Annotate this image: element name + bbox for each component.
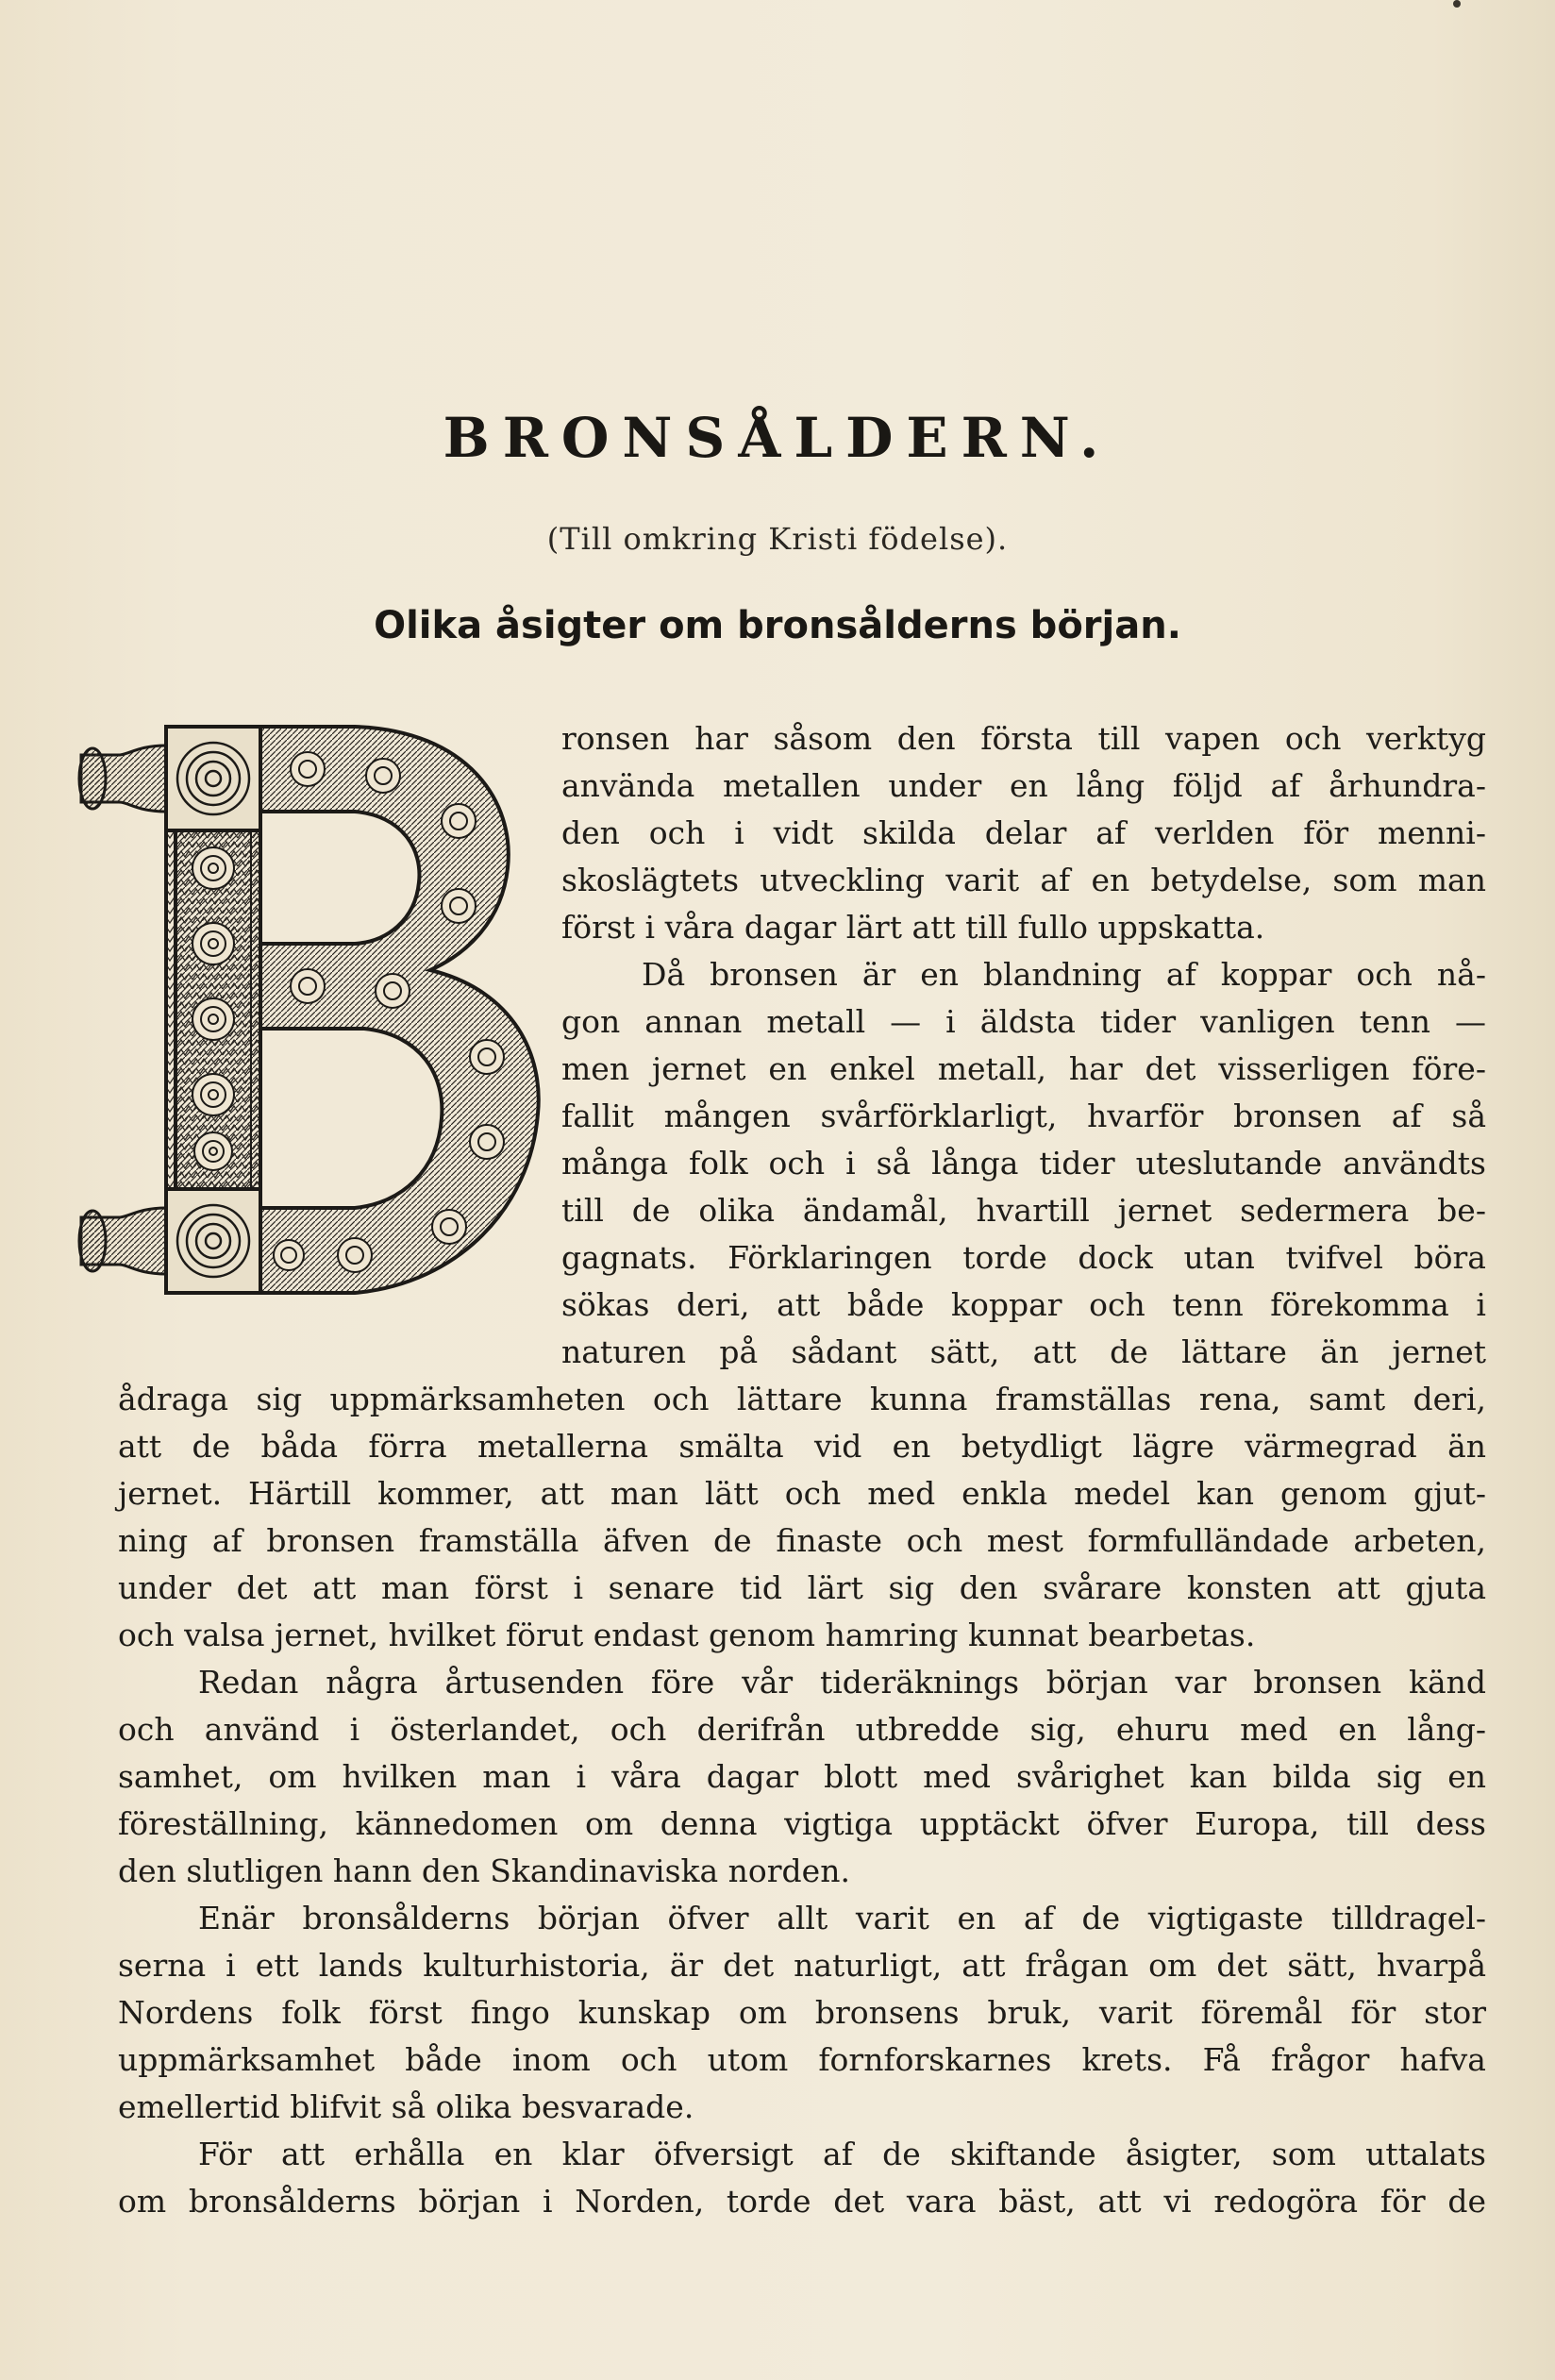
text-line: men jernet en enkel metall, har det visserligen före- — [561, 1050, 1486, 1087]
text-line: sökas deri, att både koppar och tenn förekomma i — [561, 1286, 1486, 1323]
text-line: skoslägtets utveckling varit af en betydelse, som man — [561, 862, 1486, 898]
text-line: samhet, om hvilken man i våra dagar blott med svårighet kan bilda sig en — [118, 1758, 1486, 1795]
text-line: gagnats. Förklaringen torde dock utan tvifvel böra — [561, 1239, 1486, 1276]
text-line: För att erhålla en klar öfversigt af de skiftande åsigter, som uttalats — [198, 2136, 1486, 2172]
text-line: om bronsålderns början i Norden, torde det vara bäst, att vi redogöra för de — [118, 2183, 1486, 2220]
text-line: Enär bronsålderns början öfver allt varit en af de vigtigaste tilldragel- — [198, 1900, 1486, 1936]
text-line: Nordens folk först fingo kunskap om bronsens bruk, varit föremål för stor — [118, 1994, 1486, 2031]
ornamental-drop-cap-b — [72, 717, 553, 1340]
ink-speck — [1453, 0, 1461, 8]
chapter-subtitle: (Till omkring Kristi födelse). — [546, 521, 1009, 557]
text-line: serna i ett lands kulturhistoria, är det naturligt, att frågan om det sätt, hvarpå — [118, 1947, 1486, 1984]
text-line: många folk och i så långa tider uteslutande användts — [561, 1145, 1486, 1182]
section-heading: Olika åsigter om bronsålderns början. — [374, 604, 1181, 647]
text-line: den slutligen hann den Skandinaviska norden. — [118, 1852, 850, 1889]
chapter-title: BRONSÅLDERN. — [443, 406, 1112, 470]
text-line: gon annan metall — i äldsta tider vanligen tenn — — [561, 1003, 1486, 1040]
text-line: naturen på sådant sätt, att de lättare än jernet — [561, 1333, 1486, 1370]
text-line: ning af bronsen framställa äfven de finaste och mest formfulländade arbeten, — [118, 1522, 1486, 1559]
text-line: och använd i österlandet, och derifrån utbredde sig, ehuru med en lång- — [118, 1711, 1486, 1748]
text-line: ronsen har såsom den första till vapen och verktyg — [561, 720, 1486, 757]
text-line: uppmärksamhet både inom och utom fornforskarnes krets. Få frågor hafva — [118, 2041, 1486, 2078]
text-line: under det att man först i senare tid lärt sig den svårare konsten att gjuta — [118, 1569, 1486, 1606]
text-line: ådraga sig uppmärksamheten och lättare kunna framställas rena, samt deri, — [118, 1381, 1486, 1417]
text-line: emellertid blifvit så olika besvarade. — [118, 2088, 694, 2125]
text-line: och valsa jernet, hvilket förut endast genom hamring kunnat bearbetas. — [118, 1617, 1256, 1653]
text-line: använda metallen under en lång följd af århundra- — [561, 767, 1486, 804]
text-line: den och i vidt skilda delar af verlden för menni- — [561, 814, 1486, 851]
text-line: Redan några årtusenden före vår tideräknings början var bronsen känd — [198, 1664, 1486, 1701]
text-line: att de båda förra metallerna smälta vid en betydligt lägre värmegrad än — [118, 1428, 1486, 1465]
text-line: till de olika ändamål, hvartill jernet sedermera be- — [561, 1192, 1486, 1229]
text-line: fallit mången svårförklarligt, hvarför bronsen af så — [561, 1098, 1486, 1134]
text-line: föreställning, kännedomen om denna vigtiga upptäckt öfver Europa, till dess — [118, 1805, 1486, 1842]
text-line: Då bronsen är en blandning af koppar och nå- — [642, 956, 1486, 993]
text-line: jernet. Härtill kommer, att man lätt och med enkla medel kan genom gjut- — [118, 1475, 1486, 1512]
text-line: först i våra dagar lärt att till fullo uppskatta. — [561, 909, 1265, 946]
